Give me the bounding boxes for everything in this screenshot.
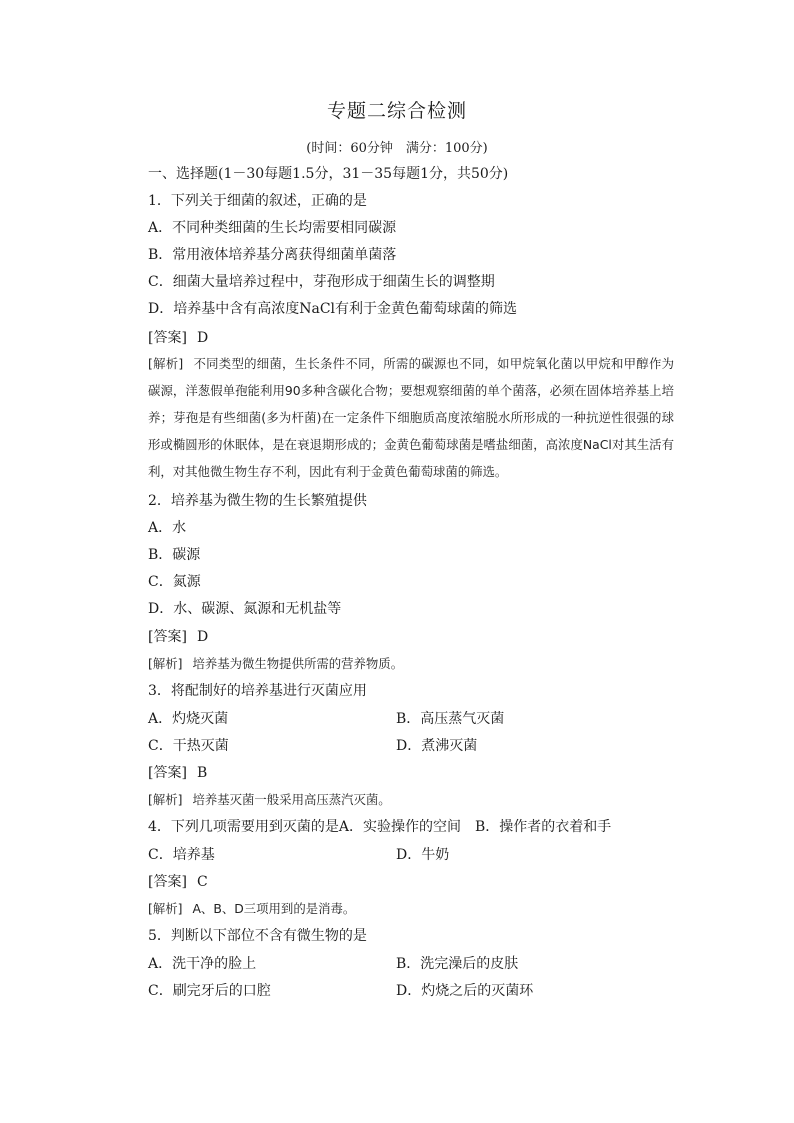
q1-option-b: B．常用液体培养基分离获得细菌单菌落 bbox=[148, 247, 397, 263]
q3-option-c: C．干热灭菌 bbox=[148, 738, 229, 754]
q3-option-a: A．灼烧灭菌 bbox=[148, 711, 229, 727]
q5-option-b: B．洗完澡后的皮肤 bbox=[396, 956, 519, 972]
answer-tag: [答案] bbox=[148, 874, 187, 890]
q3-stem: 3．将配制好的培养基进行灭菌应用 bbox=[148, 683, 367, 699]
q2-option-d: D．水、碳源、氮源和无机盐等 bbox=[148, 601, 342, 617]
analysis-tag: [解析] bbox=[148, 656, 183, 671]
page-title: 专题二综合检测 bbox=[326, 100, 467, 122]
q1-option-d: D．培养基中含有高浓度NaCl有利于金黄色葡萄球菌的筛选 bbox=[148, 301, 518, 317]
analysis-text: 不同类型的细菌，生长条件不同，所需的碳源也不同，如甲烷氧化菌以甲烷和甲醇作为碳源，洋葱假单孢能利用90多种含碳化合物；要想观察细菌的单个菌落，必须在固体培养基上培养；芽孢是有些细菌(多为杆菌)在一定条件下细胞质高度浓缩脱水所形成的一种抗逆性很强的球形或椭圆形的休眠体，是在衰退期形成的；金黄色葡萄球菌是嗜盐细菌，高浓度NaCl对其生活有利，对其他微生物生存不利，因此有利于金黄色葡萄球菌的筛选。 bbox=[148, 356, 674, 479]
answer-tag: [答案] bbox=[148, 629, 187, 645]
q5-option-a: A．洗干净的脸上 bbox=[148, 956, 257, 972]
section-heading: 一、选择题(1－30每题1.5分，31－35每题1分，共50分) bbox=[148, 166, 509, 182]
answer-tag: [答案] bbox=[148, 330, 187, 346]
q2-option-a: A．水 bbox=[148, 520, 187, 536]
q1-stem: 1．下列关于细菌的叙述，正确的是 bbox=[148, 193, 367, 209]
q5-option-d: D．灼烧之后的灭菌环 bbox=[396, 983, 534, 999]
q4-stem: 4．下列几项需要用到灭菌的是A．实验操作的空间 B．操作者的衣着和手 bbox=[148, 819, 612, 835]
answer-value: C bbox=[196, 874, 208, 890]
exam-info: (时间：60分钟 满分：100分) bbox=[306, 141, 488, 156]
q3-option-d: D．煮沸灭菌 bbox=[396, 738, 478, 754]
q1-option-c: C．细菌大量培养过程中，芽孢形成于细菌生长的调整期 bbox=[148, 274, 495, 290]
q4-analysis bbox=[148, 900, 355, 918]
analysis-text: 培养基灭菌一般采用高压蒸汽灭菌。 bbox=[192, 792, 391, 807]
q2-analysis bbox=[148, 655, 403, 673]
q2-stem: 2．培养基为微生物的生长繁殖提供 bbox=[148, 493, 367, 509]
analysis-tag: [解析] bbox=[148, 901, 183, 916]
q4-option-c: C．培养基 bbox=[148, 847, 215, 863]
q3-option-b: B．高压蒸气灭菌 bbox=[396, 711, 505, 727]
q5-stem: 5．判断以下部位不含有微生物的是 bbox=[148, 928, 367, 944]
answer-value: B bbox=[196, 765, 208, 781]
answer-value: D bbox=[196, 629, 209, 645]
analysis-tag: [解析] bbox=[148, 356, 184, 371]
answer-value: D bbox=[196, 330, 209, 346]
analysis-text: A、B、D三项用到的是消毒。 bbox=[192, 901, 356, 916]
q5-option-c: C．刷完牙后的口腔 bbox=[148, 983, 271, 999]
q4-answer bbox=[148, 873, 208, 891]
q4-option-d: D．牛奶 bbox=[396, 847, 450, 863]
q2-answer bbox=[148, 628, 208, 646]
q3-analysis bbox=[148, 791, 391, 809]
answer-tag: [答案] bbox=[148, 765, 187, 781]
q2-option-b: B．碳源 bbox=[148, 547, 201, 563]
q1-answer bbox=[148, 329, 208, 347]
q3-answer bbox=[148, 764, 207, 782]
q1-option-a: A．不同种类细菌的生长均需要相同碳源 bbox=[148, 220, 397, 236]
q1-analysis bbox=[148, 350, 674, 485]
analysis-text: 培养基为微生物提供所需的营养物质。 bbox=[192, 656, 404, 671]
q2-option-c: C．氮源 bbox=[148, 574, 201, 590]
analysis-tag: [解析] bbox=[148, 792, 183, 807]
